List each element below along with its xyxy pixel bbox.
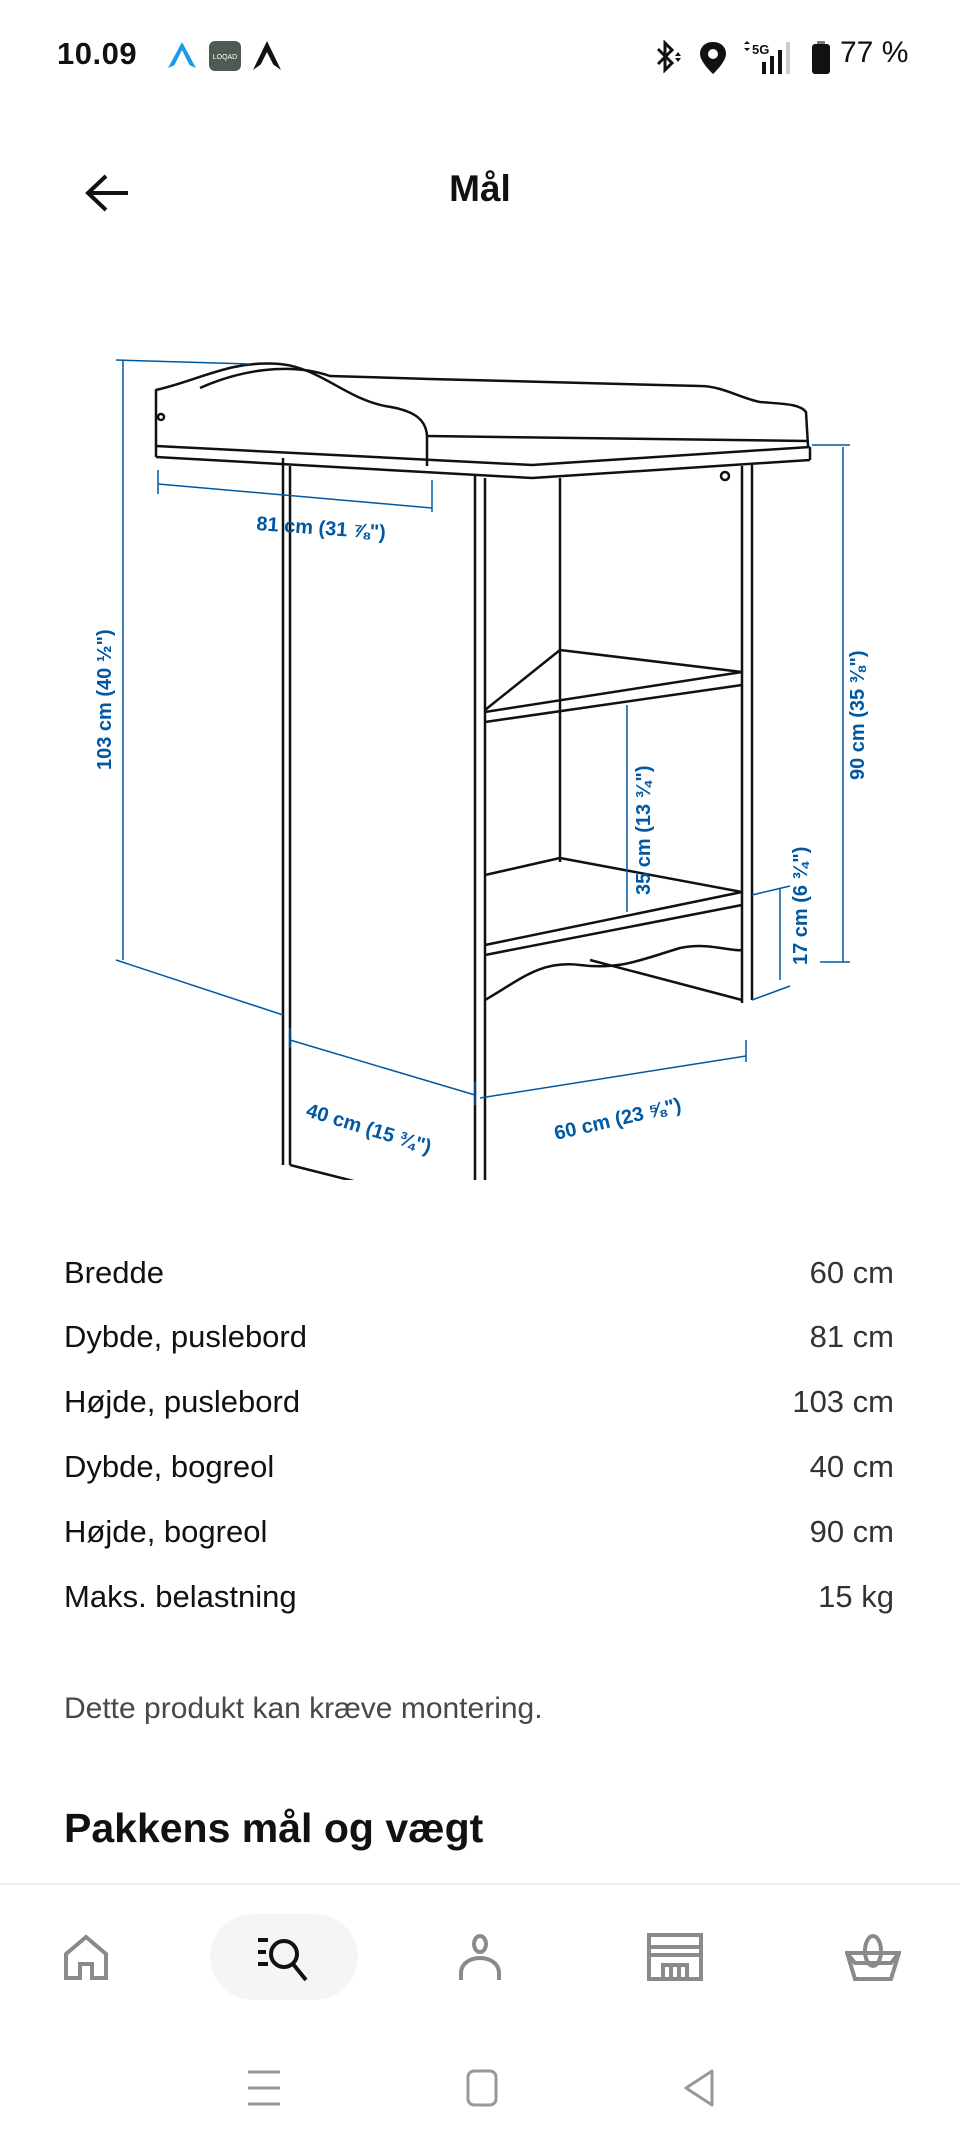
search-list-icon xyxy=(254,1932,314,1982)
dim-label-width: 60 cm (23 ⅝") xyxy=(552,1094,684,1145)
navigation-arrow-icon xyxy=(252,40,282,72)
dim-label-shelf-spacing: 35 cm (13 ¾") xyxy=(633,765,655,895)
svg-text:5G: 5G xyxy=(752,42,770,57)
bluetooth-icon xyxy=(652,40,686,74)
page-title: Mål xyxy=(449,168,511,209)
basket-icon xyxy=(845,1933,901,1981)
system-home-button[interactable] xyxy=(452,2062,512,2114)
spec-label: Højde, bogreol xyxy=(64,1514,268,1549)
status-bar xyxy=(0,36,960,76)
spec-value: 81 cm xyxy=(809,1319,894,1354)
spec-label: Dybde, puslebord xyxy=(64,1319,307,1354)
nav-home[interactable] xyxy=(12,1914,160,2000)
spec-label: Maks. belastning xyxy=(64,1579,297,1614)
spec-row xyxy=(64,1442,894,1492)
spec-row xyxy=(64,1248,894,1298)
dim-label-depth-shelf-unit: 40 cm (15 ¾") xyxy=(303,1099,434,1159)
5g-signal-icon xyxy=(740,40,796,76)
spec-value: 15 kg xyxy=(818,1579,894,1614)
spec-label: Højde, puslebord xyxy=(64,1384,301,1419)
assembly-note: Dette produkt kan kræve montering. xyxy=(64,1692,543,1725)
dimension-lines xyxy=(116,360,850,1105)
spec-label: Bredde xyxy=(64,1255,164,1290)
battery-percent: 77 % xyxy=(840,36,909,69)
location-icon xyxy=(698,40,728,76)
status-time: 10.09 xyxy=(57,36,138,71)
recents-icon xyxy=(246,2068,282,2108)
nav-stores[interactable] xyxy=(601,1914,749,2000)
home-square-icon xyxy=(465,2068,499,2108)
nav-divider xyxy=(0,1883,960,1885)
furniture-drawing xyxy=(156,363,810,1180)
spec-row xyxy=(64,1507,894,1557)
dim-label-depth-top: 81 cm (31 ⅞") xyxy=(255,513,387,545)
person-icon xyxy=(457,1933,503,1981)
nav-cart[interactable] xyxy=(799,1914,947,2000)
dim-label-bottom-clearance: 17 cm (6 ¾") xyxy=(790,846,812,965)
package-dimensions-heading[interactable]: Pakkens mål og vægt xyxy=(64,1805,484,1851)
spec-label: Dybde, bogreol xyxy=(64,1449,275,1484)
battery-icon xyxy=(810,40,834,76)
svg-text:LOQAD: LOQAD xyxy=(212,54,238,61)
back-triangle-icon xyxy=(682,2068,716,2108)
nav-profile[interactable] xyxy=(406,1914,554,2000)
spec-value: 90 cm xyxy=(809,1514,894,1549)
store-icon xyxy=(647,1933,703,1981)
android-auto-icon xyxy=(166,40,198,70)
dimension-diagram xyxy=(0,340,960,1180)
spec-value: 60 cm xyxy=(809,1255,894,1290)
dim-label-height-shelf-unit: 90 cm (35 ⅜") xyxy=(847,650,869,780)
spec-row xyxy=(64,1572,894,1622)
spec-value: 40 cm xyxy=(809,1449,894,1484)
spec-row xyxy=(64,1377,894,1427)
dim-label-height-total: 103 cm (40 ½") xyxy=(94,629,116,770)
spec-row xyxy=(64,1312,894,1362)
spec-value: 103 cm xyxy=(792,1384,894,1419)
loqad-icon xyxy=(208,40,242,72)
system-back-button[interactable] xyxy=(669,2062,729,2114)
recents-button[interactable] xyxy=(234,2062,294,2114)
nav-search[interactable] xyxy=(210,1914,358,2000)
home-icon xyxy=(63,1934,109,1980)
